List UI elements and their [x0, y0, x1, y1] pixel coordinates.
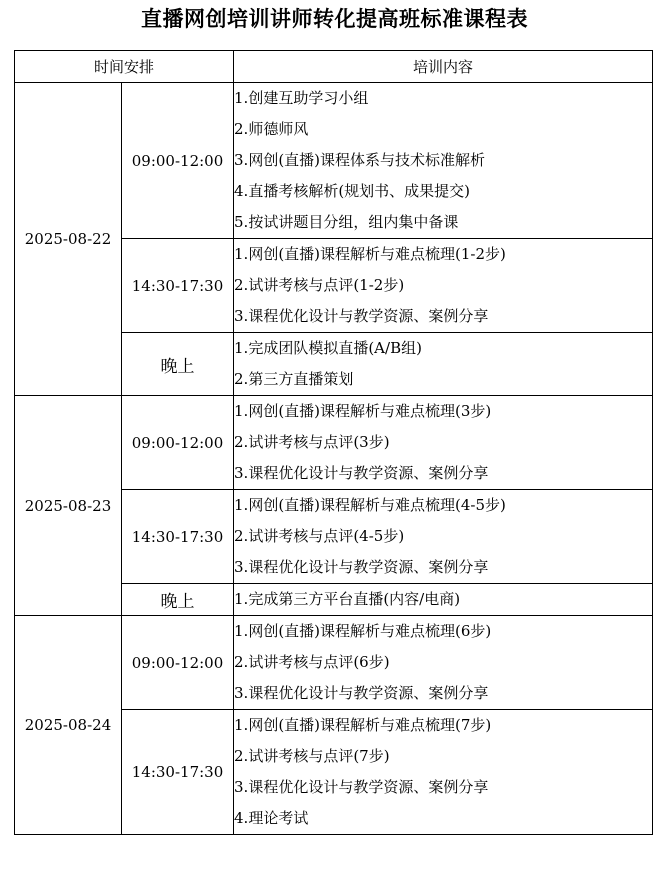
content-cell	[234, 490, 653, 584]
content-column-header: 培训内容	[234, 51, 653, 83]
content-item: 1.网创(直播)课程解析与难点梳理(1-2步)	[234, 245, 506, 263]
content-item: 3.网创(直播)课程体系与技术标准解析	[234, 151, 486, 169]
content-item: 2.第三方直播策划	[234, 370, 354, 388]
header-row	[15, 51, 653, 83]
content-item: 3.课程优化设计与教学资源、案例分享	[234, 464, 489, 482]
content-item: 1.网创(直播)课程解析与难点梳理(7步)	[234, 716, 492, 734]
content-item: 1.网创(直播)课程解析与难点梳理(6步)	[234, 622, 492, 640]
content-item: 1.创建互助学习小组	[234, 89, 369, 107]
content-item: 4.理论考试	[234, 809, 309, 827]
date-cell: 2025-08-23	[15, 396, 122, 616]
date-cell: 2025-08-24	[15, 616, 122, 835]
time-slot-cell: 14:30-17:30	[122, 239, 234, 333]
time-slot-cell: 09:00-12:00	[122, 83, 234, 239]
content-cell	[234, 584, 653, 616]
content-item: 1.网创(直播)课程解析与难点梳理(3步)	[234, 402, 492, 420]
content-cell	[234, 616, 653, 710]
time-slot-cell: 14:30-17:30	[122, 710, 234, 835]
content-item: 2.试讲考核与点评(3步)	[234, 433, 390, 451]
content-item: 5.按试讲题目分组，组内集中备课	[234, 213, 459, 231]
content-item: 1.网创(直播)课程解析与难点梳理(4-5步)	[234, 496, 506, 514]
content-cell	[234, 396, 653, 490]
time-column-header: 时间安排	[15, 51, 234, 83]
content-item: 2.试讲考核与点评(7步)	[234, 747, 390, 765]
session-row	[15, 396, 653, 490]
session-row	[15, 83, 653, 239]
time-slot-cell: 晚上	[122, 584, 234, 616]
content-item: 1.完成第三方平台直播(内容/电商)	[234, 590, 461, 608]
time-slot-cell: 09:00-12:00	[122, 396, 234, 490]
content-cell	[234, 710, 653, 835]
content-item: 1.完成团队模拟直播(A/B组)	[234, 339, 422, 357]
page-title: 直播网创培训讲师转化提高班标准课程表	[141, 6, 528, 31]
date-cell: 2025-08-22	[15, 83, 122, 396]
content-item: 3.课程优化设计与教学资源、案例分享	[234, 307, 489, 325]
time-slot-cell: 晚上	[122, 333, 234, 396]
schedule-table	[14, 50, 653, 835]
content-item: 3.课程优化设计与教学资源、案例分享	[234, 778, 489, 796]
content-item: 2.师德师风	[234, 120, 309, 138]
session-row	[15, 616, 653, 710]
content-item: 2.试讲考核与点评(1-2步)	[234, 276, 405, 294]
content-cell	[234, 239, 653, 333]
content-item: 2.试讲考核与点评(6步)	[234, 653, 390, 671]
content-item: 3.课程优化设计与教学资源、案例分享	[234, 558, 489, 576]
content-item: 3.课程优化设计与教学资源、案例分享	[234, 684, 489, 702]
time-slot-cell: 09:00-12:00	[122, 616, 234, 710]
schedule-body	[15, 83, 653, 835]
content-cell	[234, 83, 653, 239]
content-cell	[234, 333, 653, 396]
content-item: 2.试讲考核与点评(4-5步)	[234, 527, 405, 545]
content-item: 4.直播考核解析(规划书、成果提交)	[234, 182, 471, 200]
time-slot-cell: 14:30-17:30	[122, 490, 234, 584]
